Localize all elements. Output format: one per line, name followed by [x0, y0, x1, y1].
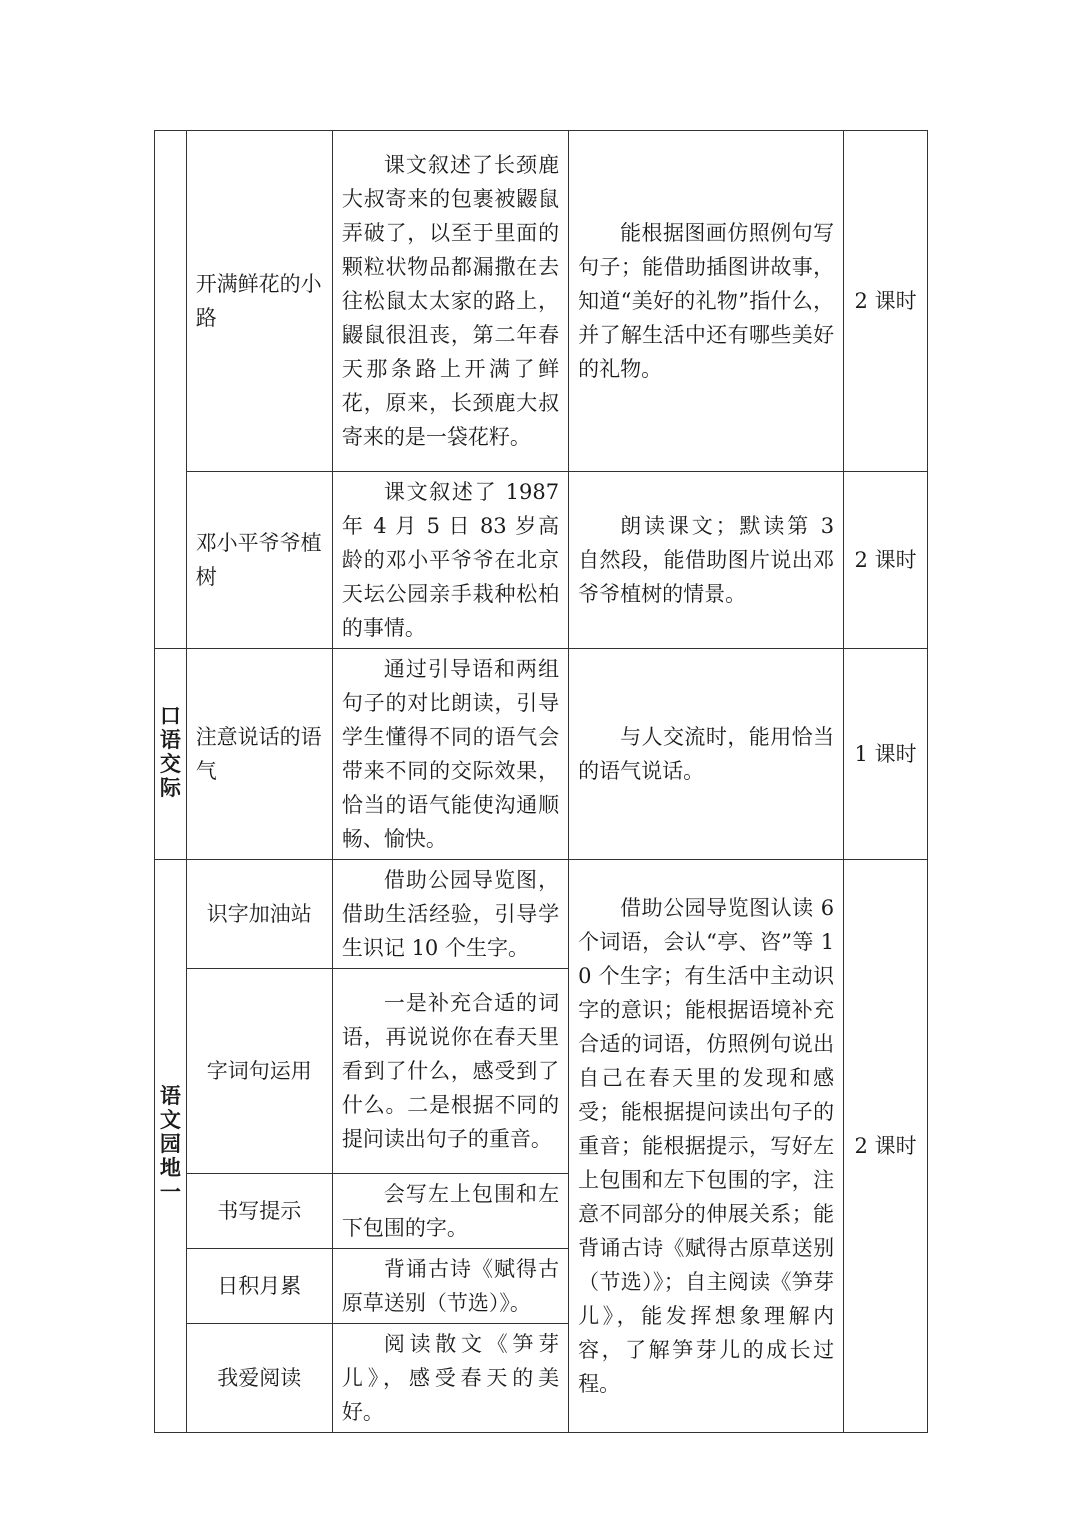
lesson-content: 会写左上包围和左下包围的字。 — [332, 1174, 568, 1249]
lesson-title: 书写提示 — [186, 1174, 332, 1249]
lesson-content: 背诵古诗《赋得古原草送别（节选）》。 — [332, 1249, 568, 1324]
lesson-hours: 2 课时 — [844, 860, 928, 1433]
lesson-hours: 2 课时 — [844, 131, 928, 472]
lesson-title: 识字加油站 — [186, 860, 332, 969]
lesson-goal: 借助公园导览图认读 6 个词语，会认“亭、咨”等 10 个生字；有生活中主动识字的意识；能根据语境补充合适的词语，仿照例句说出自己在春天里的发现和感受；能根据提问读出句子的重音；能根据提示，写好左上包围和左下包围的字，注意不同部分的伸展关系；能背诵古诗《赋得古原草送别（节选）》；自主阅读《笋芽儿》，能发挥想象理解内容，了解笋芽儿的成长过程。 — [569, 860, 844, 1433]
lesson-title: 日积月累 — [186, 1249, 332, 1324]
lesson-title: 邓小平爷爷植树 — [186, 472, 332, 649]
table-row — [155, 649, 928, 860]
lesson-title: 开满鲜花的小路 — [186, 131, 332, 472]
lesson-title: 字词句运用 — [186, 969, 332, 1174]
table-row — [155, 472, 928, 649]
unit-cell: 语文园地一 — [155, 860, 187, 1433]
lesson-content: 课文叙述了长颈鹿大叔寄来的包裹被鼹鼠弄破了，以至于里面的颗粒状物品都漏撒在去往松鼠太太家的路上，鼹鼠很沮丧，第二年春天那条路上开满了鲜花，原来，长颈鹿大叔寄来的是一袋花籽。 — [332, 131, 568, 472]
lesson-hours: 2 课时 — [844, 472, 928, 649]
unit-cell: 口语交际 — [155, 649, 187, 860]
unit-cell — [155, 131, 187, 649]
lesson-hours: 1 课时 — [844, 649, 928, 860]
table-row — [155, 860, 928, 969]
table-row — [155, 131, 928, 472]
lesson-content: 一是补充合适的词语，再说说你在春天里看到了什么，感受到了什么。二是根据不同的提问读出句子的重音。 — [332, 969, 568, 1174]
lesson-content: 借助公园导览图，借助生活经验，引导学生识记 10 个生字。 — [332, 860, 568, 969]
lesson-content: 课文叙述了 1987 年 4 月 5 日 83 岁高龄的邓小平爷爷在北京天坛公园亲手栽种松柏的事情。 — [332, 472, 568, 649]
lesson-goal: 朗读课文；默读第 3 自然段，能借助图片说出邓爷爷植树的情景。 — [569, 472, 844, 649]
lesson-content: 阅读散文《笋芽儿》，感受春天的美好。 — [332, 1324, 568, 1433]
lesson-title: 注意说话的语气 — [186, 649, 332, 860]
lesson-content: 通过引导语和两组句子的对比朗读，引导学生懂得不同的语气会带来不同的交际效果，恰当的语气能使沟通顺畅、愉快。 — [332, 649, 568, 860]
lesson-goal: 与人交流时，能用恰当的语气说话。 — [569, 649, 844, 860]
lesson-title: 我爱阅读 — [186, 1324, 332, 1433]
lesson-goal: 能根据图画仿照例句写句子；能借助插图讲故事，知道“美好的礼物”指什么，并了解生活中还有哪些美好的礼物。 — [569, 131, 844, 472]
lesson-plan-table — [154, 130, 928, 1433]
